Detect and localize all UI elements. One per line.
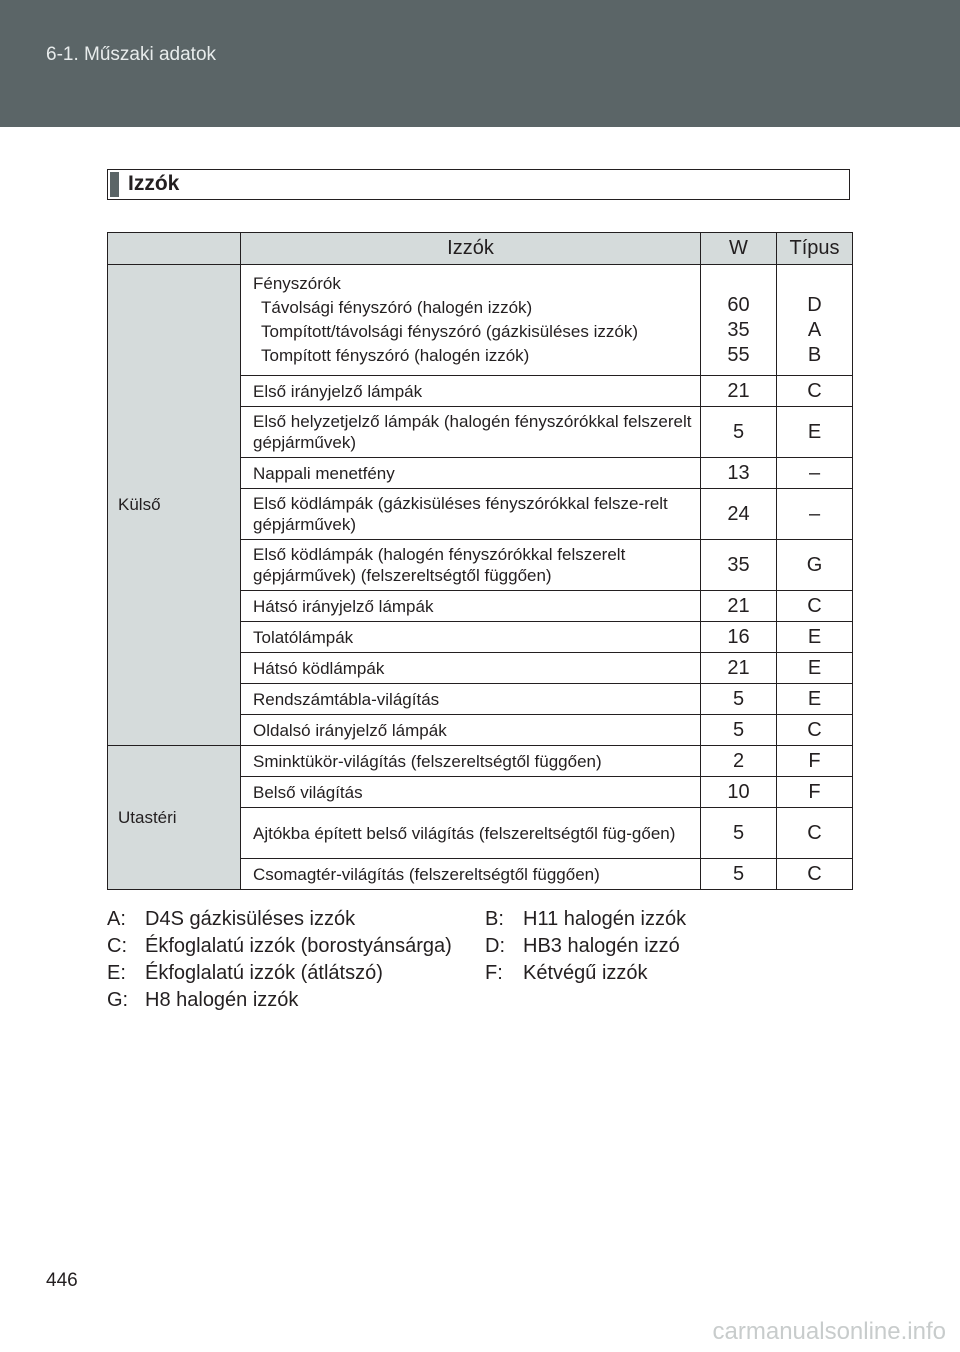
watermark: carmanualsonline.info <box>712 1318 946 1345</box>
section-title: Izzók <box>128 172 180 195</box>
row-w: 21 <box>701 591 777 622</box>
row-name: Hátsó ködlámpák <box>241 653 701 684</box>
legend-item <box>107 906 355 933</box>
row-sub: Távolsági fényszóró (halogén izzók) <box>261 298 533 317</box>
section-heading-bar <box>110 172 119 197</box>
table-header-row <box>108 233 853 265</box>
row-name: Oldalsó irányjelző lámpák <box>241 715 701 746</box>
row-w: 5 <box>701 715 777 746</box>
legend-item <box>107 987 298 1014</box>
row-type: F <box>777 777 853 808</box>
type-value: A <box>807 318 822 341</box>
header-w: W <box>701 233 777 265</box>
legend-text: HB3 halogén izzó <box>523 935 680 957</box>
row-name: Első ködlámpák (gázkisüléses fényszórókkal felsze-relt gépjárművek) <box>241 489 701 540</box>
row-name: Hátsó irányjelző lámpák <box>241 591 701 622</box>
row-title: Fényszórók <box>253 274 341 293</box>
row-name: Első ködlámpák (halogén fényszórókkal felszerelt gépjárművek) (felszereltségtől függően) <box>241 540 701 591</box>
section-heading-box <box>107 169 850 200</box>
w-value: 55 <box>727 343 750 366</box>
row-w: 24 <box>701 489 777 540</box>
legend-code: A: <box>107 908 126 930</box>
legend-item <box>485 933 680 960</box>
table-row <box>108 265 853 376</box>
row-type: C <box>777 376 853 407</box>
row-w: 10 <box>701 777 777 808</box>
row-name: Csomagtér-világítás (felszereltségtől függően) <box>241 859 701 890</box>
row-w: 21 <box>701 653 777 684</box>
row-w: 5 <box>701 407 777 458</box>
row-w: 2 <box>701 746 777 777</box>
legend-code: E: <box>107 962 126 984</box>
legend-code: B: <box>485 908 504 930</box>
table-row <box>108 746 853 777</box>
row-name: Rendszámtábla-világítás <box>241 684 701 715</box>
page-number: 446 <box>46 1270 78 1291</box>
row-name: Sminktükör-világítás (felszereltségtől függően) <box>241 746 701 777</box>
row-type: – <box>777 458 853 489</box>
legend-item <box>107 960 383 987</box>
legend-text: D4S gázkisüléses izzók <box>145 908 356 930</box>
row-name <box>241 265 701 376</box>
page-header-band <box>0 0 960 127</box>
row-sub: Tompított fényszóró (halogén izzók) <box>261 346 530 365</box>
legend-text: H8 halogén izzók <box>145 989 299 1011</box>
row-type: C <box>777 715 853 746</box>
row-type <box>777 265 853 376</box>
row-type: G <box>777 540 853 591</box>
legend-item <box>485 906 686 933</box>
legend-code: F: <box>485 962 503 984</box>
row-type: C <box>777 859 853 890</box>
row-name: Nappali menetfény <box>241 458 701 489</box>
header-group <box>108 233 241 265</box>
row-type: E <box>777 653 853 684</box>
row-type: C <box>777 591 853 622</box>
row-type: C <box>777 808 853 859</box>
legend-code: D: <box>485 935 505 957</box>
row-type: E <box>777 407 853 458</box>
legend-item <box>485 960 648 987</box>
type-value: B <box>807 343 822 366</box>
row-name: Tolatólámpák <box>241 622 701 653</box>
row-w: 16 <box>701 622 777 653</box>
row-name: Belső világítás <box>241 777 701 808</box>
legend-text: Kétvégű izzók <box>523 962 648 984</box>
section-breadcrumb: 6-1. Műszaki adatok <box>46 44 217 65</box>
row-name: Első helyzetjelző lámpák (halogén fényszórókkal felszerelt gépjárművek) <box>241 407 701 458</box>
row-name: Ajtókba épített belső világítás (felszereltségtől füg-gően) <box>241 808 701 859</box>
row-type: E <box>777 684 853 715</box>
row-w <box>701 265 777 376</box>
type-value: D <box>807 293 822 316</box>
row-sub: Tompított/távolsági fényszóró (gázkisüléses izzók) <box>261 322 638 341</box>
legend-code: C: <box>107 935 127 957</box>
row-w: 13 <box>701 458 777 489</box>
legend-text: Ékfoglalatú izzók (átlátszó) <box>145 962 383 984</box>
row-w: 5 <box>701 859 777 890</box>
group-label-exterior: Külső <box>108 265 241 746</box>
header-type: Típus <box>777 233 853 265</box>
row-type: E <box>777 622 853 653</box>
row-type: F <box>777 746 853 777</box>
bulb-table <box>107 232 853 890</box>
legend-text: H11 halogén izzók <box>523 908 687 930</box>
header-name: Izzók <box>241 233 701 265</box>
legend-text: Ékfoglalatú izzók (borostyánsárga) <box>145 935 452 957</box>
w-value: 35 <box>727 318 750 341</box>
row-name: Első irányjelző lámpák <box>241 376 701 407</box>
row-w: 5 <box>701 684 777 715</box>
group-label-interior: Utastéri <box>108 746 241 890</box>
row-w: 21 <box>701 376 777 407</box>
row-w: 35 <box>701 540 777 591</box>
legend-code: G: <box>107 989 129 1011</box>
row-w: 5 <box>701 808 777 859</box>
legend-item <box>107 933 452 960</box>
row-type: – <box>777 489 853 540</box>
w-value: 60 <box>727 293 750 316</box>
